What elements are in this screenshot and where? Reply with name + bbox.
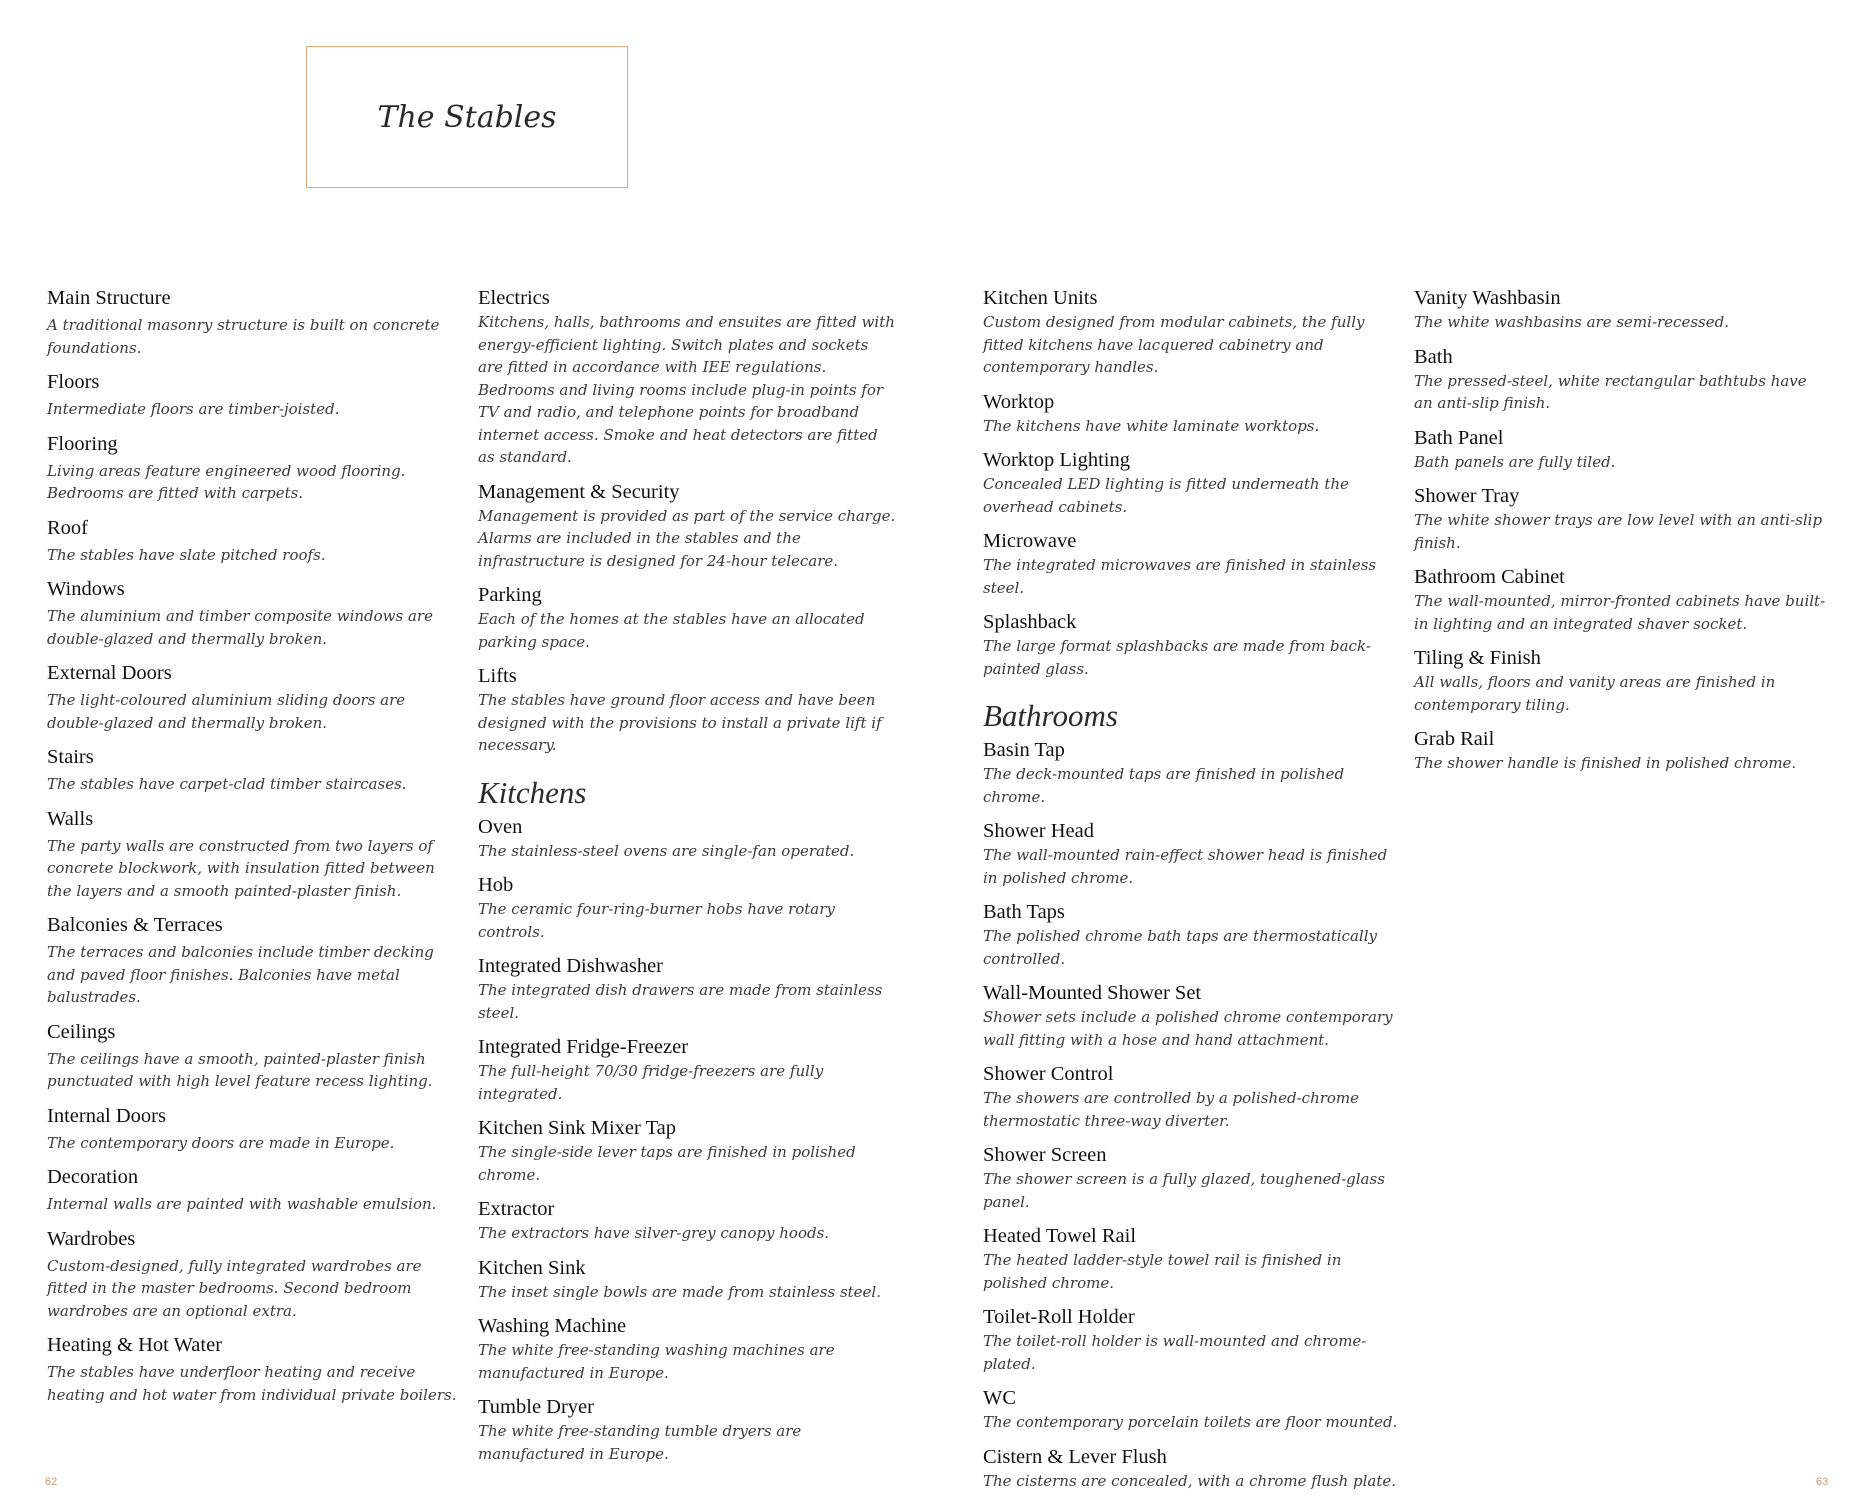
spec-item xyxy=(1414,727,1829,775)
spec-item xyxy=(478,1116,898,1186)
spec-heading: Lifts xyxy=(478,665,517,687)
spec-description: The aluminium and timber composite windows are double-glazed and thermally broken. xyxy=(47,607,433,648)
spec-heading: Integrated Fridge-Freezer xyxy=(478,1036,689,1058)
spec-heading: Bath xyxy=(1414,345,1453,368)
spec-description: The stables have slate pitched roofs. xyxy=(47,545,326,564)
column-3 xyxy=(983,286,1398,1503)
spec-item xyxy=(47,745,462,796)
spec-description: The toilet-roll holder is wall-mounted and chrome-plated. xyxy=(983,1332,1367,1373)
spec-item xyxy=(983,981,1398,1051)
spec-description: The terraces and balconies include timber decking and paved floor finishes. Balconies have metal balustrades. xyxy=(47,943,434,1006)
spec-description: The contemporary doors are made in Europe. xyxy=(47,1133,395,1152)
spec-heading: Shower Head xyxy=(983,820,1095,842)
spec-item xyxy=(983,1143,1398,1213)
spec-heading: Windows xyxy=(47,578,125,600)
spec-item xyxy=(983,1386,1398,1434)
spec-heading: Decoration xyxy=(47,1166,139,1188)
spec-description: The single-side lever taps are finished in polished chrome. xyxy=(478,1143,856,1184)
spec-description: The cisterns are concealed, with a chrome flush plate. xyxy=(983,1471,1397,1490)
spec-description: The stables have underfloor heating and receive heating and hot water from individual private boilers. xyxy=(47,1363,457,1404)
spec-item xyxy=(478,1256,898,1304)
spec-heading: Tiling & Finish xyxy=(1414,647,1541,669)
spec-description: The white shower trays are low level with an anti-slip finish. xyxy=(1414,511,1823,552)
spec-description: Intermediate floors are timber-joisted. xyxy=(47,400,340,418)
spec-heading: Toilet-Roll Holder xyxy=(983,1306,1135,1328)
spec-heading: External Doors xyxy=(47,662,172,684)
spec-description: The deck-mounted taps are finished in polished chrome. xyxy=(983,765,1345,806)
spec-description: The ceramic four-ring-burner hobs have rotary controls. xyxy=(478,900,835,941)
spec-item xyxy=(983,1305,1398,1375)
spec-heading: Bath Taps xyxy=(983,901,1065,923)
section-kitchens: Kitchens xyxy=(478,774,587,810)
spec-heading: Microwave xyxy=(983,530,1077,552)
spec-item xyxy=(47,432,462,505)
spec-heading: Basin Tap xyxy=(983,739,1065,761)
spec-description: The shower handle is finished in polished chrome. xyxy=(1414,754,1797,772)
spec-item xyxy=(983,819,1398,889)
column-4 xyxy=(1414,286,1829,786)
spec-heading: Kitchen Sink Mixer Tap xyxy=(478,1117,677,1139)
spec-heading: Balconies & Terraces xyxy=(47,914,223,936)
spec-heading: Cistern & Lever Flush xyxy=(983,1445,1167,1468)
spec-item xyxy=(1414,565,1829,635)
spec-description: The polished chrome bath taps are thermostatically controlled. xyxy=(983,927,1377,968)
spec-description: Custom-designed, fully integrated wardrobes are fitted in the master bedrooms. Second bedroom wardrobes are an optional extra. xyxy=(47,1256,422,1320)
spec-description: The white free-standing washing machines are manufactured in Europe. xyxy=(478,1341,835,1382)
spec-item xyxy=(983,1445,1398,1493)
spec-heading: Shower Control xyxy=(983,1063,1114,1085)
spec-heading: Hob xyxy=(478,874,514,896)
spec-item xyxy=(47,661,462,734)
spec-item xyxy=(1414,286,1829,334)
spec-description: The large format splashbacks are made from back-painted glass. xyxy=(983,637,1371,678)
spec-heading: Bath Panel xyxy=(1414,426,1504,449)
spec-description: Custom designed from modular cabinets, the fully fitted kitchens have lacquered cabinetry and contemporary handles. xyxy=(983,313,1365,376)
spec-item xyxy=(47,1333,462,1406)
spec-description: The party walls are constructed from two layers of concrete blockwork, with insulation fitted between the layers and a smooth painted-plaster finish. xyxy=(47,836,435,900)
spec-description: All walls, floors and vanity areas are finished in contemporary tiling. xyxy=(1414,673,1776,714)
spec-heading: Worktop Lighting xyxy=(983,449,1130,471)
spec-description: A traditional masonry structure is built on concrete foundations. xyxy=(47,316,440,357)
spec-item xyxy=(47,913,462,1009)
spec-heading: Walls xyxy=(47,807,94,830)
spec-description: The inset single bowls are made from stainless steel. xyxy=(478,1282,882,1301)
spec-heading: Shower Screen xyxy=(983,1144,1107,1166)
spec-description: The stainless-steel ovens are single-fan operated. xyxy=(478,841,855,860)
spec-item xyxy=(47,1020,462,1093)
spec-heading: Shower Tray xyxy=(1414,485,1520,507)
spec-heading: Electrics xyxy=(478,287,550,309)
spec-item xyxy=(478,583,898,653)
spec-item xyxy=(478,664,898,757)
spec-description: The ceilings have a smooth, painted-plaster finish punctuated with high level feature recess lighting. xyxy=(47,1049,433,1090)
spec-heading: Flooring xyxy=(47,432,118,455)
spec-heading: Stairs xyxy=(47,746,94,768)
section-bathrooms: Bathrooms xyxy=(983,698,1118,733)
spec-item xyxy=(47,807,462,903)
spec-description: The integrated dish drawers are made from stainless steel. xyxy=(478,981,883,1022)
spec-description: The integrated microwaves are finished in stainless steel. xyxy=(983,556,1377,597)
spec-item xyxy=(478,954,898,1024)
spec-item xyxy=(983,1062,1398,1132)
spec-item xyxy=(983,286,1398,379)
spec-description: The heated ladder-style towel rail is finished in polished chrome. xyxy=(983,1251,1342,1292)
spec-description: Internal walls are painted with washable emulsion. xyxy=(47,1195,437,1213)
spec-heading: Extractor xyxy=(478,1198,555,1220)
spec-heading: Vanity Washbasin xyxy=(1414,287,1561,309)
spec-item xyxy=(47,370,462,421)
spec-item xyxy=(47,286,462,359)
spec-item xyxy=(1414,426,1829,474)
spec-description: The full-height 70/30 fridge-freezers are fully integrated. xyxy=(478,1062,824,1103)
spec-heading: Tumble Dryer xyxy=(478,1396,594,1418)
spec-item xyxy=(1414,484,1829,554)
spec-heading: Oven xyxy=(478,815,523,838)
spec-heading: Wall-Mounted Shower Set xyxy=(983,982,1202,1004)
spec-item xyxy=(478,815,898,863)
spec-description: The stables have ground floor access and have been designed with the provisions to install a private lift if necessary. xyxy=(478,691,882,754)
spec-heading: Wardrobes xyxy=(47,1227,136,1250)
spec-item xyxy=(1414,646,1829,716)
spec-item xyxy=(478,1314,898,1384)
spec-item xyxy=(47,577,462,650)
page-number-left: 62 xyxy=(45,1476,58,1488)
page-number-right: 63 xyxy=(1816,1476,1829,1488)
spec-item xyxy=(47,1165,462,1216)
spec-heading: Washing Machine xyxy=(478,1315,627,1337)
spec-item xyxy=(478,1395,898,1465)
spec-item xyxy=(478,873,898,943)
spec-item xyxy=(983,529,1398,599)
spec-description: The white free-standing tumble dryers are manufactured in Europe. xyxy=(478,1422,802,1463)
spec-description: The showers are controlled by a polished-chrome thermostatic three-way diverter. xyxy=(983,1089,1360,1130)
spec-description: The light-coloured aluminium sliding doors are double-glazed and thermally broken. xyxy=(47,691,406,732)
spec-heading: Management & Security xyxy=(478,480,680,503)
spec-heading: Grab Rail xyxy=(1414,728,1495,750)
page-title: The Stables xyxy=(377,99,557,135)
spec-heading: Internal Doors xyxy=(47,1104,166,1127)
spec-description: The pressed-steel, white rectangular bathtubs have an anti-slip finish. xyxy=(1414,371,1807,412)
spec-heading: Kitchen Units xyxy=(983,287,1098,309)
title-box xyxy=(306,46,628,188)
column-2 xyxy=(478,286,898,1476)
spec-item xyxy=(47,1227,462,1323)
spec-description: The wall-mounted rain-effect shower head is finished in polished chrome. xyxy=(983,846,1388,887)
spec-heading: Splashback xyxy=(983,611,1077,633)
spec-heading: Worktop xyxy=(983,390,1055,413)
spec-description: Shower sets include a polished chrome contemporary wall fitting with a hose and hand attachment. xyxy=(983,1008,1393,1049)
spec-heading: Kitchen Sink xyxy=(478,1256,586,1279)
spec-item xyxy=(478,480,898,573)
spec-item xyxy=(983,448,1398,518)
spec-item xyxy=(478,1035,898,1105)
spec-item xyxy=(983,1224,1398,1294)
spec-heading: Floors xyxy=(47,371,100,393)
spec-description: The stables have carpet-clad timber staircases. xyxy=(47,775,407,793)
spec-description: The wall-mounted, mirror-fronted cabinets have built-in lighting and an integrated shaver socket. xyxy=(1414,592,1826,633)
spec-item xyxy=(983,900,1398,970)
spec-item xyxy=(983,610,1398,680)
spec-item xyxy=(47,516,462,567)
spec-item xyxy=(47,1104,462,1155)
spec-heading: Parking xyxy=(478,584,542,606)
spec-heading: Bathroom Cabinet xyxy=(1414,566,1565,588)
spec-heading: Heating & Hot Water xyxy=(47,1334,223,1356)
spec-heading: Roof xyxy=(47,516,88,539)
spec-description: The shower screen is a fully glazed, toughened-glass panel. xyxy=(983,1170,1385,1211)
spec-description: Management is provided as part of the service charge. Alarms are included in the stables and the infrastructure is designed for 24-hour telecare. xyxy=(478,506,896,570)
spec-description: Concealed LED lighting is fitted underneath the overhead cabinets. xyxy=(983,475,1349,516)
spec-description: Each of the homes at the stables have an allocated parking space. xyxy=(478,610,865,651)
spec-heading: Main Structure xyxy=(47,287,171,309)
spec-item xyxy=(478,1197,898,1245)
spec-item xyxy=(1414,345,1829,415)
spec-description: The kitchens have white laminate worktops. xyxy=(983,416,1320,435)
spec-description: The contemporary porcelain toilets are floor mounted. xyxy=(983,1413,1398,1431)
spec-item xyxy=(983,390,1398,438)
spec-description: Living areas feature engineered wood flooring. Bedrooms are fitted with carpets. xyxy=(47,461,406,502)
spec-item xyxy=(983,738,1398,808)
spec-heading: Integrated Dishwasher xyxy=(478,955,664,977)
spec-description: The extractors have silver-grey canopy hoods. xyxy=(478,1224,830,1242)
spec-heading: Ceilings xyxy=(47,1020,116,1043)
spec-heading: WC xyxy=(983,1387,1017,1409)
spec-description: Bath panels are fully tiled. xyxy=(1414,452,1616,471)
spec-item xyxy=(478,286,898,469)
column-1 xyxy=(47,286,462,1417)
spec-description: The white washbasins are semi-recessed. xyxy=(1414,313,1729,331)
spec-heading: Heated Towel Rail xyxy=(983,1225,1137,1247)
spec-description: Kitchens, halls, bathrooms and ensuites are fitted with energy-efficient lighting. Switch plates and sockets are fitted in accordance with IEE regulations. Bedrooms and living rooms include plug-in points for TV and radio, and telephone points for broadband internet access. Smoke and heat detectors are fitted as standard. xyxy=(478,313,895,466)
